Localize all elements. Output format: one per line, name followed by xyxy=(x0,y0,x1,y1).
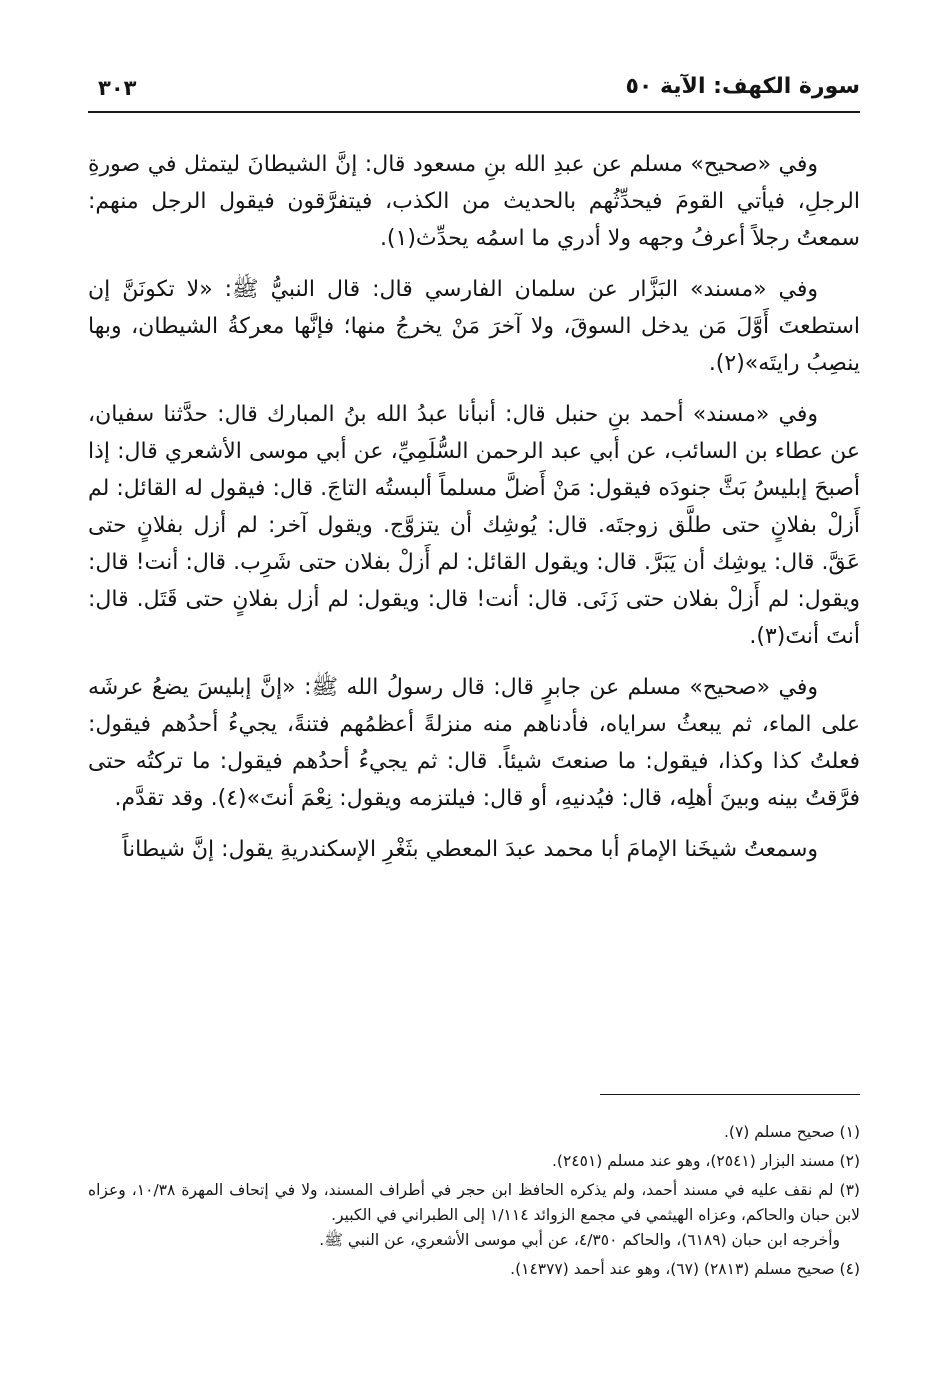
footnote-text: (٣) لم نقف عليه في مسند أحمد، ولم يذكره الحافظ ابن حجر في أطراف المسند، ولا في إتحاف المهرة ١٠/٣٨، وعزاه لابن حبان والحاكم، وعزاه الهيثمي في مجمع الزوائد ١/١١٤ إلى الطبراني في الكبير. xyxy=(88,1181,860,1224)
paragraph: وفي «مسند» أحمد بنِ حنبل قال: أنبأنا عبدُ الله بنُ المبارك قال: حدَّثنا سفيان، عن عطاء بن السائب، عن أبي عبد الرحمن السُّلَمِيِّ، عن أبي موسى الأشعري قال: إذا أصبحَ إبليسُ بَثَّ جنودَه فيقول: مَنْ أَضلَّ مسلماً ألبستُه التاجَ. قال: فيقول له القائل: لم أَزلْ بفلانٍ حتى طلَّق زوجتَه. قال: يُوشِك أن يتزوَّج. ويقول آخر: لم أزل بفلانٍ حتى عَقَّ. قال: يوشِك أن يَبَرَّ. قال: ويقول القائل: لم أَزلْ بفلان حتى شَرِب. قال: أنت! قال: ويقول: لم أَزلْ بفلان حتى زَنَى. قال: أنت! قال: ويقول: لم أزل بفلانٍ حتى قَتَل. قال: أنتَ أنتَ(٣). xyxy=(88,402,860,649)
page-number: ٣٠٣ xyxy=(98,76,137,100)
footnote-1 xyxy=(88,1120,860,1145)
footnote-2 xyxy=(88,1149,860,1174)
footnote-3 xyxy=(88,1178,860,1253)
footnote-4 xyxy=(88,1257,860,1282)
header-rule xyxy=(88,111,860,113)
footnote-text: (٤) صحيح مسلم (٢٨١٣) (٦٧)، وهو عند أحمد (١٤٣٧٧). xyxy=(510,1260,860,1278)
paragraph: وفي «صحيح» مسلم عن عبدِ الله بنِ مسعود قال: إنَّ الشيطانَ ليتمثل في صورةِ الرجلِ، فيأتي القومَ فيحدِّثُهم بالحديث من الكذب، فيتفرَّقون فيقول الرجل منهم: سمعتُ رجلاً أعرفُ وجهه ولا أدري ما اسمُه يحدِّث(١). xyxy=(88,152,860,251)
footnote-text: (١) صحيح مسلم (٧). xyxy=(723,1123,860,1141)
footnotes xyxy=(88,1120,860,1286)
footnote-text: (٢) مسند البزار (٢٥٤١)، وهو عند مسلم (٢٤٥١). xyxy=(552,1152,860,1170)
running-title: سورة الكهف: الآية ٥٠ xyxy=(625,74,860,99)
paragraph: وسمعتُ شيخَنا الإمامَ أبا محمد عبدَ المعطي بثَغْرِ الإسكندريةِ يقول: إنَّ شيطاناً xyxy=(122,837,818,862)
main-text xyxy=(88,146,860,882)
paragraph: وفي «صحيح» مسلم عن جابرٍ قال: قال رسولُ الله ﷺ: «إنَّ إبليسَ يضعُ عرشَه على الماء، ثم يبعثُ سراياه، فأدناهم منه منزلةً أعظمُهم فتنةً، يجيءُ أحدُهم فيقول: فعلتُ كذا وكذا، فيقول: ما صنعتَ شيئاً. قال: ثم يجيءُ أحدُهم فيقول: ما تركتُه حتى فرَّقتُ بينه وبينَ أهلِه، قال: فيُدنيهِ، أو قال: فيلتزمه ويقول: نِعْمَ أنتَ»(٤). وقد تقدَّم. xyxy=(88,675,860,811)
paragraph: وفي «مسند» البَزَّار عن سلمان الفارسي قال: قال النبيُّ ﷺ: «لا تكونَنَّ إن استطعتَ أَوَّلَ مَن يدخل السوقَ، ولا آخرَ مَنْ يخرجُ منها؛ فإنَّها معركةُ الشيطان، وبها ينصِبُ رايتَه»(٢). xyxy=(88,277,860,376)
footnote-separator xyxy=(600,1094,860,1095)
page-header xyxy=(88,68,860,112)
footnote-text: وأخرجه ابن حبان (٦١٨٩)، والحاكم ٤/٣٥٠، عن أبي موسى الأشعري، عن النبي ﷺ. xyxy=(319,1231,840,1249)
